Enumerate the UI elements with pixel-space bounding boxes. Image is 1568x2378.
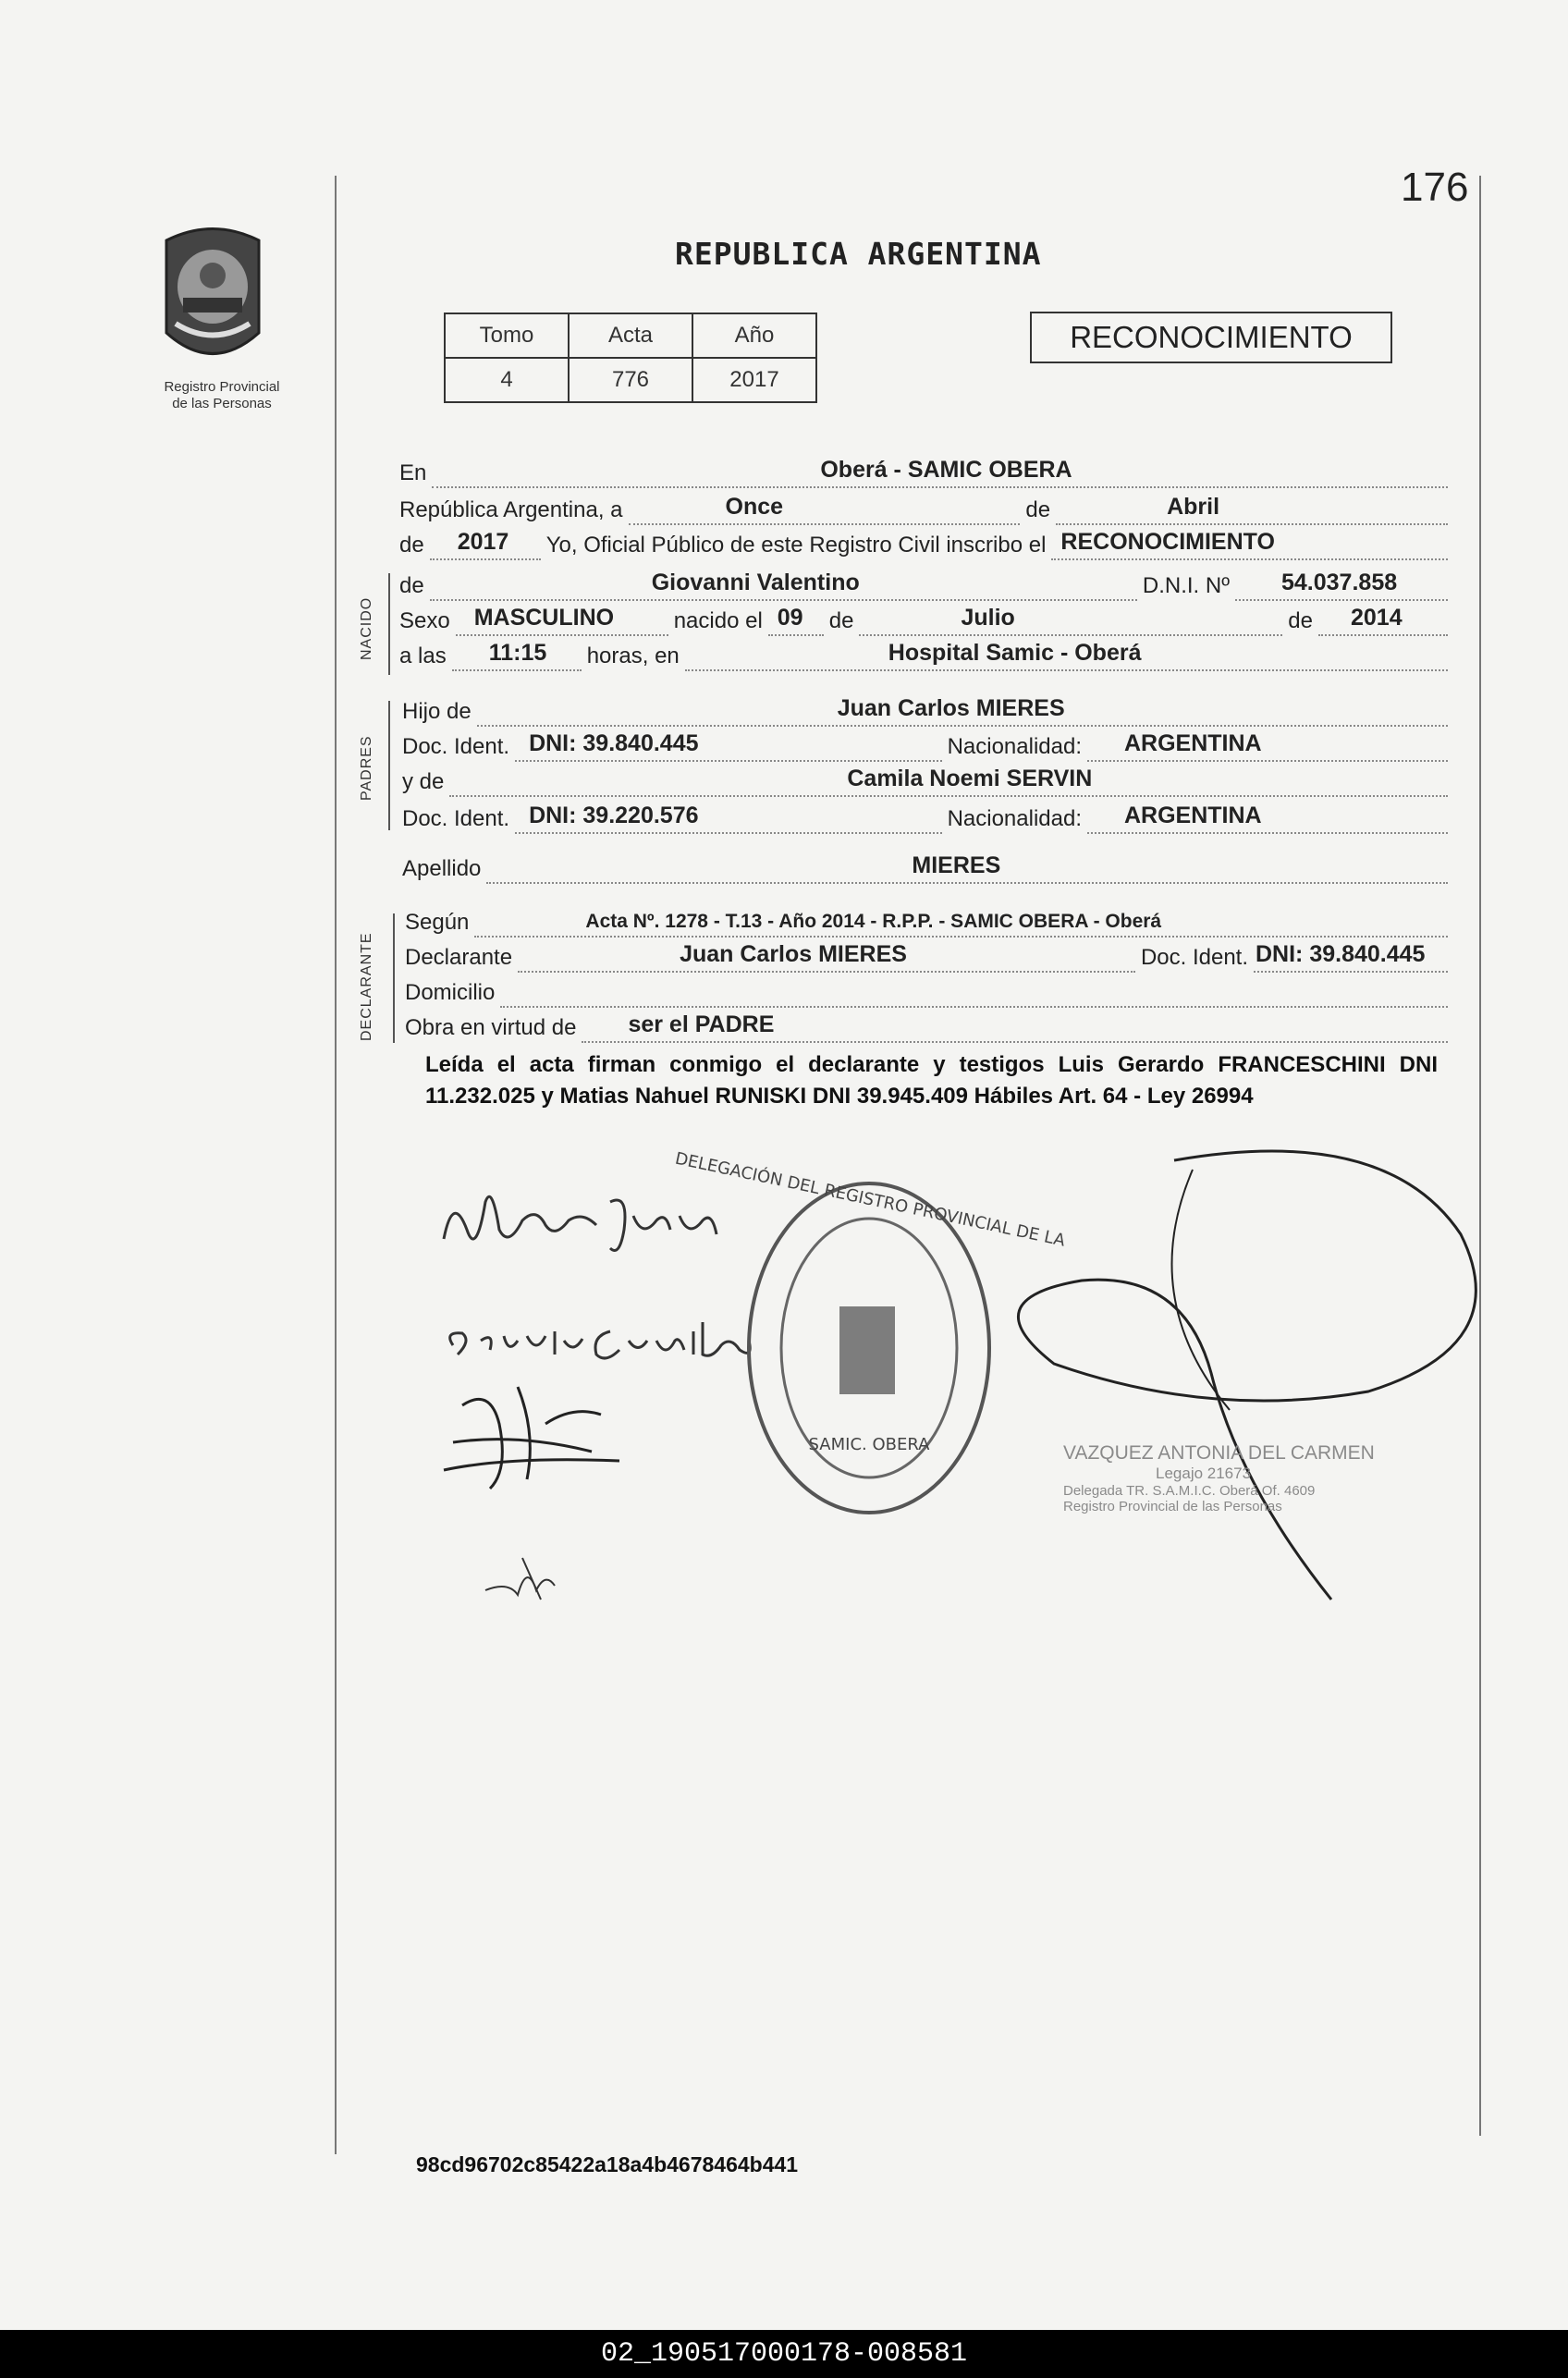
place-value: Oberá - SAMIC OBERA xyxy=(820,457,1072,483)
closing-statement: Leída el acta firman conmigo el declarante y testigos Luis Gerardo FRANCESCHINI DNI 11.232.025 y Matias Nahuel RUNISKI DNI 39.945.409 Hábiles Art. 64 - Ley 26994 xyxy=(425,1052,1438,1109)
obra-value: ser el PADRE xyxy=(628,1011,775,1037)
father-name-value: Juan Carlos MIERES xyxy=(837,695,1065,721)
official-name: VAZQUEZ ANTONIA DEL CARMEN xyxy=(1063,1442,1375,1464)
seal-bottom-text: SAMIC. OBERA xyxy=(808,1435,930,1454)
anio-value: 2017 xyxy=(692,358,816,402)
registry-caption: Registro Provincial de las Personas xyxy=(164,379,280,411)
mother-nationality-value: ARGENTINA xyxy=(1124,803,1262,828)
official-registry: Registro Provincial de las Personas xyxy=(1063,1499,1282,1514)
act-register-table xyxy=(444,313,817,403)
side-label-nacido: NACIDO xyxy=(359,596,374,660)
tomo-value: 4 xyxy=(445,358,569,402)
acta-value: 776 xyxy=(569,358,692,402)
declarant-name-value: Juan Carlos MIERES xyxy=(680,941,907,967)
form-line-mother-doc: Doc. Ident. DNI: 39.220.576 Nacionalidad: ARGENTINA xyxy=(402,801,1453,834)
birth-day-value: 09 xyxy=(777,605,803,631)
side-label-padres: PADRES xyxy=(359,735,374,801)
form-line-hora: a las 11:15 horas, en Hospital Samic - Oberá xyxy=(399,638,1453,671)
form-line-date: República Argentina, a Once de Abril xyxy=(399,492,1453,525)
day-value: Once xyxy=(725,494,784,520)
signature-witness-2 xyxy=(481,1544,573,1609)
table-header-anio: Año xyxy=(692,313,816,358)
inscribo-value: RECONOCIMIENTO xyxy=(1060,529,1275,555)
signature-witness-1 xyxy=(435,1368,638,1498)
birth-time-value: 11:15 xyxy=(488,640,547,666)
birth-year-value: 2014 xyxy=(1351,605,1403,631)
nacido-bracket xyxy=(388,573,390,675)
form-line-sexo: Sexo MASCULINO nacido el 09 de Julio de 2014 xyxy=(399,603,1453,636)
month-value: Abril xyxy=(1167,494,1220,520)
form-line-ydemother: y de Camila Noemi SERVIN xyxy=(402,764,1453,797)
official-legajo: Legajo 21673 xyxy=(1156,1465,1252,1482)
document-id-footer: 02_190517000178-008581 xyxy=(0,2330,1568,2378)
official-stamp xyxy=(1063,1442,1433,1514)
padres-bracket xyxy=(388,701,390,830)
document-title: REPUBLICA ARGENTINA xyxy=(675,236,1042,272)
form-line-father-doc: Doc. Ident. DNI: 39.840.445 Nacionalidad: ARGENTINA xyxy=(402,729,1453,762)
birth-place-value: Hospital Samic - Oberá xyxy=(888,640,1142,666)
left-margin-rule xyxy=(335,176,337,2154)
form-line-hijo: Hijo de Juan Carlos MIERES xyxy=(402,693,1453,727)
form-line-declarante: Declarante Juan Carlos MIERES Doc. Ident. DNI: 39.840.445 xyxy=(405,939,1453,973)
side-label-declarante: DECLARANTE xyxy=(359,932,374,1041)
father-nationality-value: ARGENTINA xyxy=(1124,730,1262,756)
round-registry-seal-stamp xyxy=(673,1148,1067,1524)
form-line-domicilio: Domicilio xyxy=(405,974,1453,1008)
signature-mieres-juan xyxy=(435,1174,740,1267)
official-signature-loop xyxy=(998,1133,1525,1613)
page-number: 176 xyxy=(1401,165,1469,210)
table-row xyxy=(445,313,816,358)
table-header-acta: Acta xyxy=(569,313,692,358)
sex-value: MASCULINO xyxy=(473,605,615,631)
form-line-name: de Giovanni Valentino D.N.I. Nº 54.037.858 xyxy=(399,568,1453,601)
surname-value: MIERES xyxy=(912,852,1001,878)
birth-month-value: Julio xyxy=(961,605,1015,631)
form-line-en: En Oberá - SAMIC OBERA xyxy=(399,455,1453,488)
province-crest-logo xyxy=(157,222,268,379)
mother-doc-value: DNI: 39.220.576 xyxy=(529,803,699,828)
seal-top-text: DELEGACIÓN DEL REGISTRO PROVINCIAL DE LA xyxy=(673,1148,1067,1251)
child-name-value: Giovanni Valentino xyxy=(651,570,860,595)
form-line-inscribo: de 2017 Yo, Oficial Público de este Registro Civil inscribo el RECONOCIMIENTO xyxy=(399,527,1453,560)
form-line-obra: Obra en virtud de ser el PADRE xyxy=(405,1010,1453,1043)
signature-servin-camila xyxy=(435,1304,777,1378)
father-doc-value: DNI: 39.840.445 xyxy=(529,730,699,756)
document-hash: 98cd96702c85422a18a4b4678464b441 xyxy=(416,2152,799,2176)
form-line-apellido: Apellido MIERES xyxy=(402,851,1453,884)
year-value: 2017 xyxy=(457,529,509,555)
declarante-bracket xyxy=(393,913,395,1043)
mother-name-value: Camila Noemi SERVIN xyxy=(847,766,1093,791)
table-row xyxy=(445,358,816,402)
form-line-segun: Según Acta Nº. 1278 - T.13 - Año 2014 - R.P.P. - SAMIC OBERA - Oberá xyxy=(405,904,1453,938)
declarant-doc-value: DNI: 39.840.445 xyxy=(1256,941,1426,967)
official-role: Delegada TR. S.A.M.I.C. Oberá Of. 4609 xyxy=(1063,1483,1316,1499)
child-dni-value: 54.037.858 xyxy=(1281,570,1398,595)
table-header-tomo: Tomo xyxy=(445,313,569,358)
segun-value: Acta Nº. 1278 - T.13 - Año 2014 - R.P.P. - SAMIC OBERA - Oberá xyxy=(585,911,1162,932)
act-type-box: RECONOCIMIENTO xyxy=(1030,312,1392,363)
